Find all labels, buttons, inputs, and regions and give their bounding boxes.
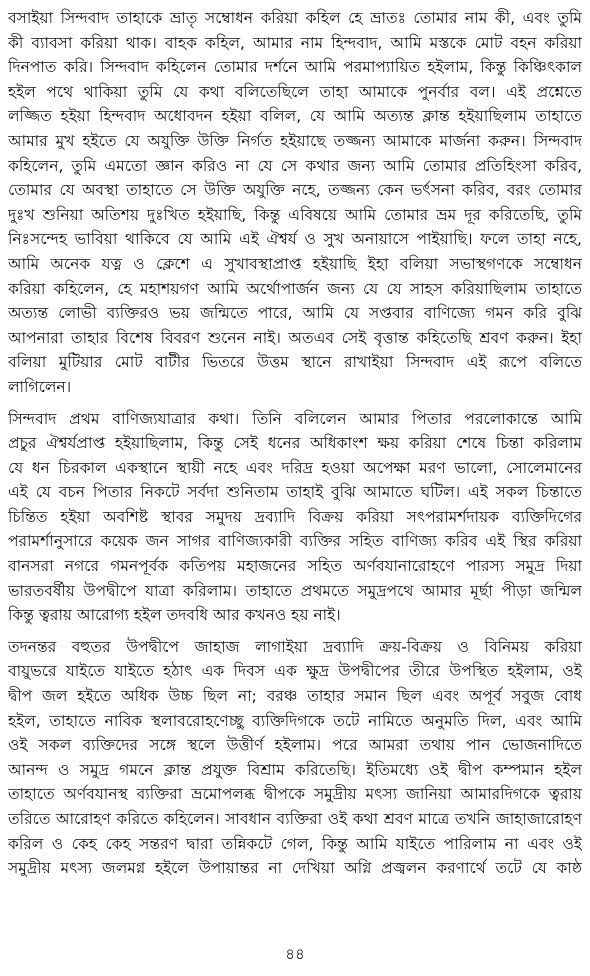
text-line: কিন্তু ত্বরায় আরোগ্য হইল তদবধি আর কখনও হয় নাই। <box>8 606 341 625</box>
text-line: দিনপাত করি। সিন্দবাদ কহিলেন তোমার দর্শনে আমি পরমাপ্যায়িত হইলাম, কিন্তু কিঞ্চিৎকাল <box>8 58 582 77</box>
paragraph-3 <box>8 635 582 881</box>
text-line: হইল, তাহাতে নাবিক স্থলাবরোহণেচ্ছু ব্যক্তিদিগকে তটে নামিতে অনুমতি দিল, এবং আমি <box>8 711 582 730</box>
text-line: বায়ুভরে যাইতে যাইতে হঠাৎ এক দিবস এক ক্ষুদ্র উপদ্বীপের তীরে উপস্থিত হইলাম, ওই <box>8 662 582 681</box>
paragraph-spacer <box>8 628 582 635</box>
text-line: প্রচুর ঐশ্বর্যপ্রাপ্ত হইয়াছিলাম, কিন্তু সেই ধনের অধিকাংশ ক্ষয় করিয়া শেষে চিন্তা করিলাম <box>8 434 582 453</box>
text-line: ওই সকল ব্যক্তিদের সঙ্গে স্থলে উত্তীর্ণ হইলাম। পরে আমরা তথায় পান ভোজনাদিতে <box>8 736 582 755</box>
text-line: লজ্জিত হইয়া হিন্দবাদ অধোবদন হইয়া বলিল, যে আমি অত্যন্ত ক্লান্ত হইয়াছিলাম তাহাতে <box>8 107 582 126</box>
text-line: তোমার যে অবস্থা তাহাতে সে উক্তি অযুক্তি নহে, তজ্জন্য কেন ভর্ৎসনা করিব, বরং তোমার <box>8 181 582 200</box>
paragraph-spacer <box>8 400 582 407</box>
paragraph-2 <box>8 407 582 628</box>
text-line: চিন্তিত হইয়া অবশিষ্ট স্থাবর সমুদয় দ্রব্যাদি বিক্রয় করিয়া সৎপরামর্শদায়ক ব্যক্তিদিগের <box>8 507 582 526</box>
text-line: বানসরা নগরে গমনপূর্বক কতিপয় মহাজনের সহিত অর্ণবযানারোহণে পারস্য সমুদ্র দিয়া <box>8 557 582 576</box>
text-line: লাগিলেন। <box>8 377 72 396</box>
text-line: আনন্দ ও সমুদ্র গমনে ক্লান্ত প্রযুক্ত বিশ্রাম করিতেছি। ইতিমধ্যে ওই দ্বীপ কম্পমান হইল <box>8 760 582 779</box>
text-line: হইল পথে থাকিয়া তুমি যে কথা বলিতেছিলে তাহা আমাকে পুনর্বার বল। এই প্রশ্নেতে <box>8 82 582 101</box>
text-line: আমি অনেক যত্ন ও ক্লেশে এ সুখাবস্থাপ্রাপ্ত হইয়াছি ইহা বলিয়া সভাস্থগণকে সম্বোধন <box>8 254 582 273</box>
text-line: এই যে বচন পিতার নিকটে সর্বদা শুনিতাম তাহাই বুঝি আমাতে ঘটিল। এই সকল চিন্তাতে <box>8 483 582 502</box>
text-line: তাহাতে অর্ণবযানস্থ ব্যক্তিরা ভ্রমোপলব্ধ দ্বীপকে সমুদ্রীয় মৎস্য জানিয়া আমারদিগকে ত্বরায় <box>8 785 582 804</box>
text-line: করিল ও কেহ কেহ সন্তরণ দ্বারা তন্নিকটে গেল, কিন্তু আমি যাইতে পারিলাম না এবং ওই <box>8 834 582 853</box>
text-line: আমার মুখ হইতে যে অযুক্তি উক্তি নির্গত হইয়াছে তজ্জন্য আমাকে মার্জনা করুন। সিন্দবাদ <box>8 131 582 150</box>
text-line: যে ধন চিরকাল একস্থানে স্থায়ী নহে এবং দরিদ্র হওয়া অপেক্ষা মরণ ভালো, সোলেমানের <box>8 458 582 477</box>
text-line: দ্বীপ জল হইতে অধিক উচ্চ ছিল না; বরঞ্চ তাহার সমান ছিল এবং অপূর্ব সবুজ বোধ <box>8 687 582 706</box>
text-line: সমুদ্রীয় মৎস্য জলমগ্ন হইলে উপায়ান্তর না দেখিয়া অগ্নি প্রজ্বলন করণার্থে তটে যে কাষ্ঠ <box>8 859 582 878</box>
text-line: অত্যন্ত লোভী ব্যক্তিরও ভয় জন্মিতে পারে, আমি যে সপ্তবার বাণিজ্যে গমন করি বুঝি <box>8 304 582 323</box>
text-line: কহিলেন, তুমি এমতো জ্ঞান করিও না যে সে কথার জন্য আমি তোমার প্রতিহিংসা করিব, <box>8 156 582 175</box>
text-line: ভারতবর্ষীয় উপদ্বীপে যাত্রা করিলাম। তাহাতে প্রথমতে সমুদ্রপথে আমার মূর্ছা পীড়া জন্মিল <box>8 581 582 600</box>
body-text <box>8 6 582 881</box>
text-line: তরিতে আরোহণ করিতে কহিলেন। সাবধান ব্যক্তিরা ওই কথা শ্রবণ মাত্রে তখনি জাহাজারোহণ <box>8 810 582 828</box>
text-line: তদনন্তর বহুতর উপদ্বীপে জাহাজ লাগাইয়া দ্রব্যাদি ক্রয়-বিক্রয় ও বিনিময় করিয়া <box>8 637 582 656</box>
text-line: পরামর্শানুসারে কয়েক জন সাগর বাণিজ্যকারী ব্যক্তির সহিত বাণিজ্য করিব এই স্থির করিয়া <box>8 532 582 551</box>
page-number: ৪৪ <box>285 945 305 963</box>
text-line: আপনারা তাহার বিশেষ বিবরণ শুনেন নাই। অতএব সেই বৃত্তান্ত কহিতেছি শ্রবণ করুন। ইহা <box>8 328 582 347</box>
text-line: দুঃখ শুনিয়া অতিশয় দুঃখিত হইয়াছি, কিন্তু এবিষয়ে আমি তোমার ভ্রম দূর করিতেছি, তুমি <box>8 205 582 224</box>
text-line: বসাইয়া সিন্দবাদ তাহাকে ভ্রাতৃ সম্বোধন করিয়া কহিল হে ভ্রাতঃ তোমার নাম কী, এবং তুমি <box>8 9 582 27</box>
text-line: বলিয়া মুটিয়ার মোট বাটীর ভিতরে উত্তম স্থানে রাখাইয়া সিন্দবাদ এই রূপে বলিতে <box>8 353 582 372</box>
text-line: সিন্দবাদ প্রথম বাণিজ্যযাত্রার কথা। তিনি বলিলেন আমার পিতার পরলোকান্তে আমি <box>8 409 582 428</box>
text-line: করিয়া কহিলেন, হে মহাশয়গণ আমি অর্থোপার্জন জন্য যে যে সাহস করিয়াছিলাম তাহাতে <box>8 279 582 298</box>
text-line: কী ব্যাবসা করিয়া থাক। বাহক কহিল, আমার নাম হিন্দবাদ, আমি মস্তকে মোট বহন করিয়া <box>8 33 582 52</box>
text-line: নিঃসন্দেহ ভাবিয়া থাকিবে যে আমি এই ঐশ্বর্য ও সুখ অনায়াসে পাইয়াছি। ফলে তাহা নহে, <box>8 230 582 249</box>
paragraph-1 <box>8 6 582 400</box>
